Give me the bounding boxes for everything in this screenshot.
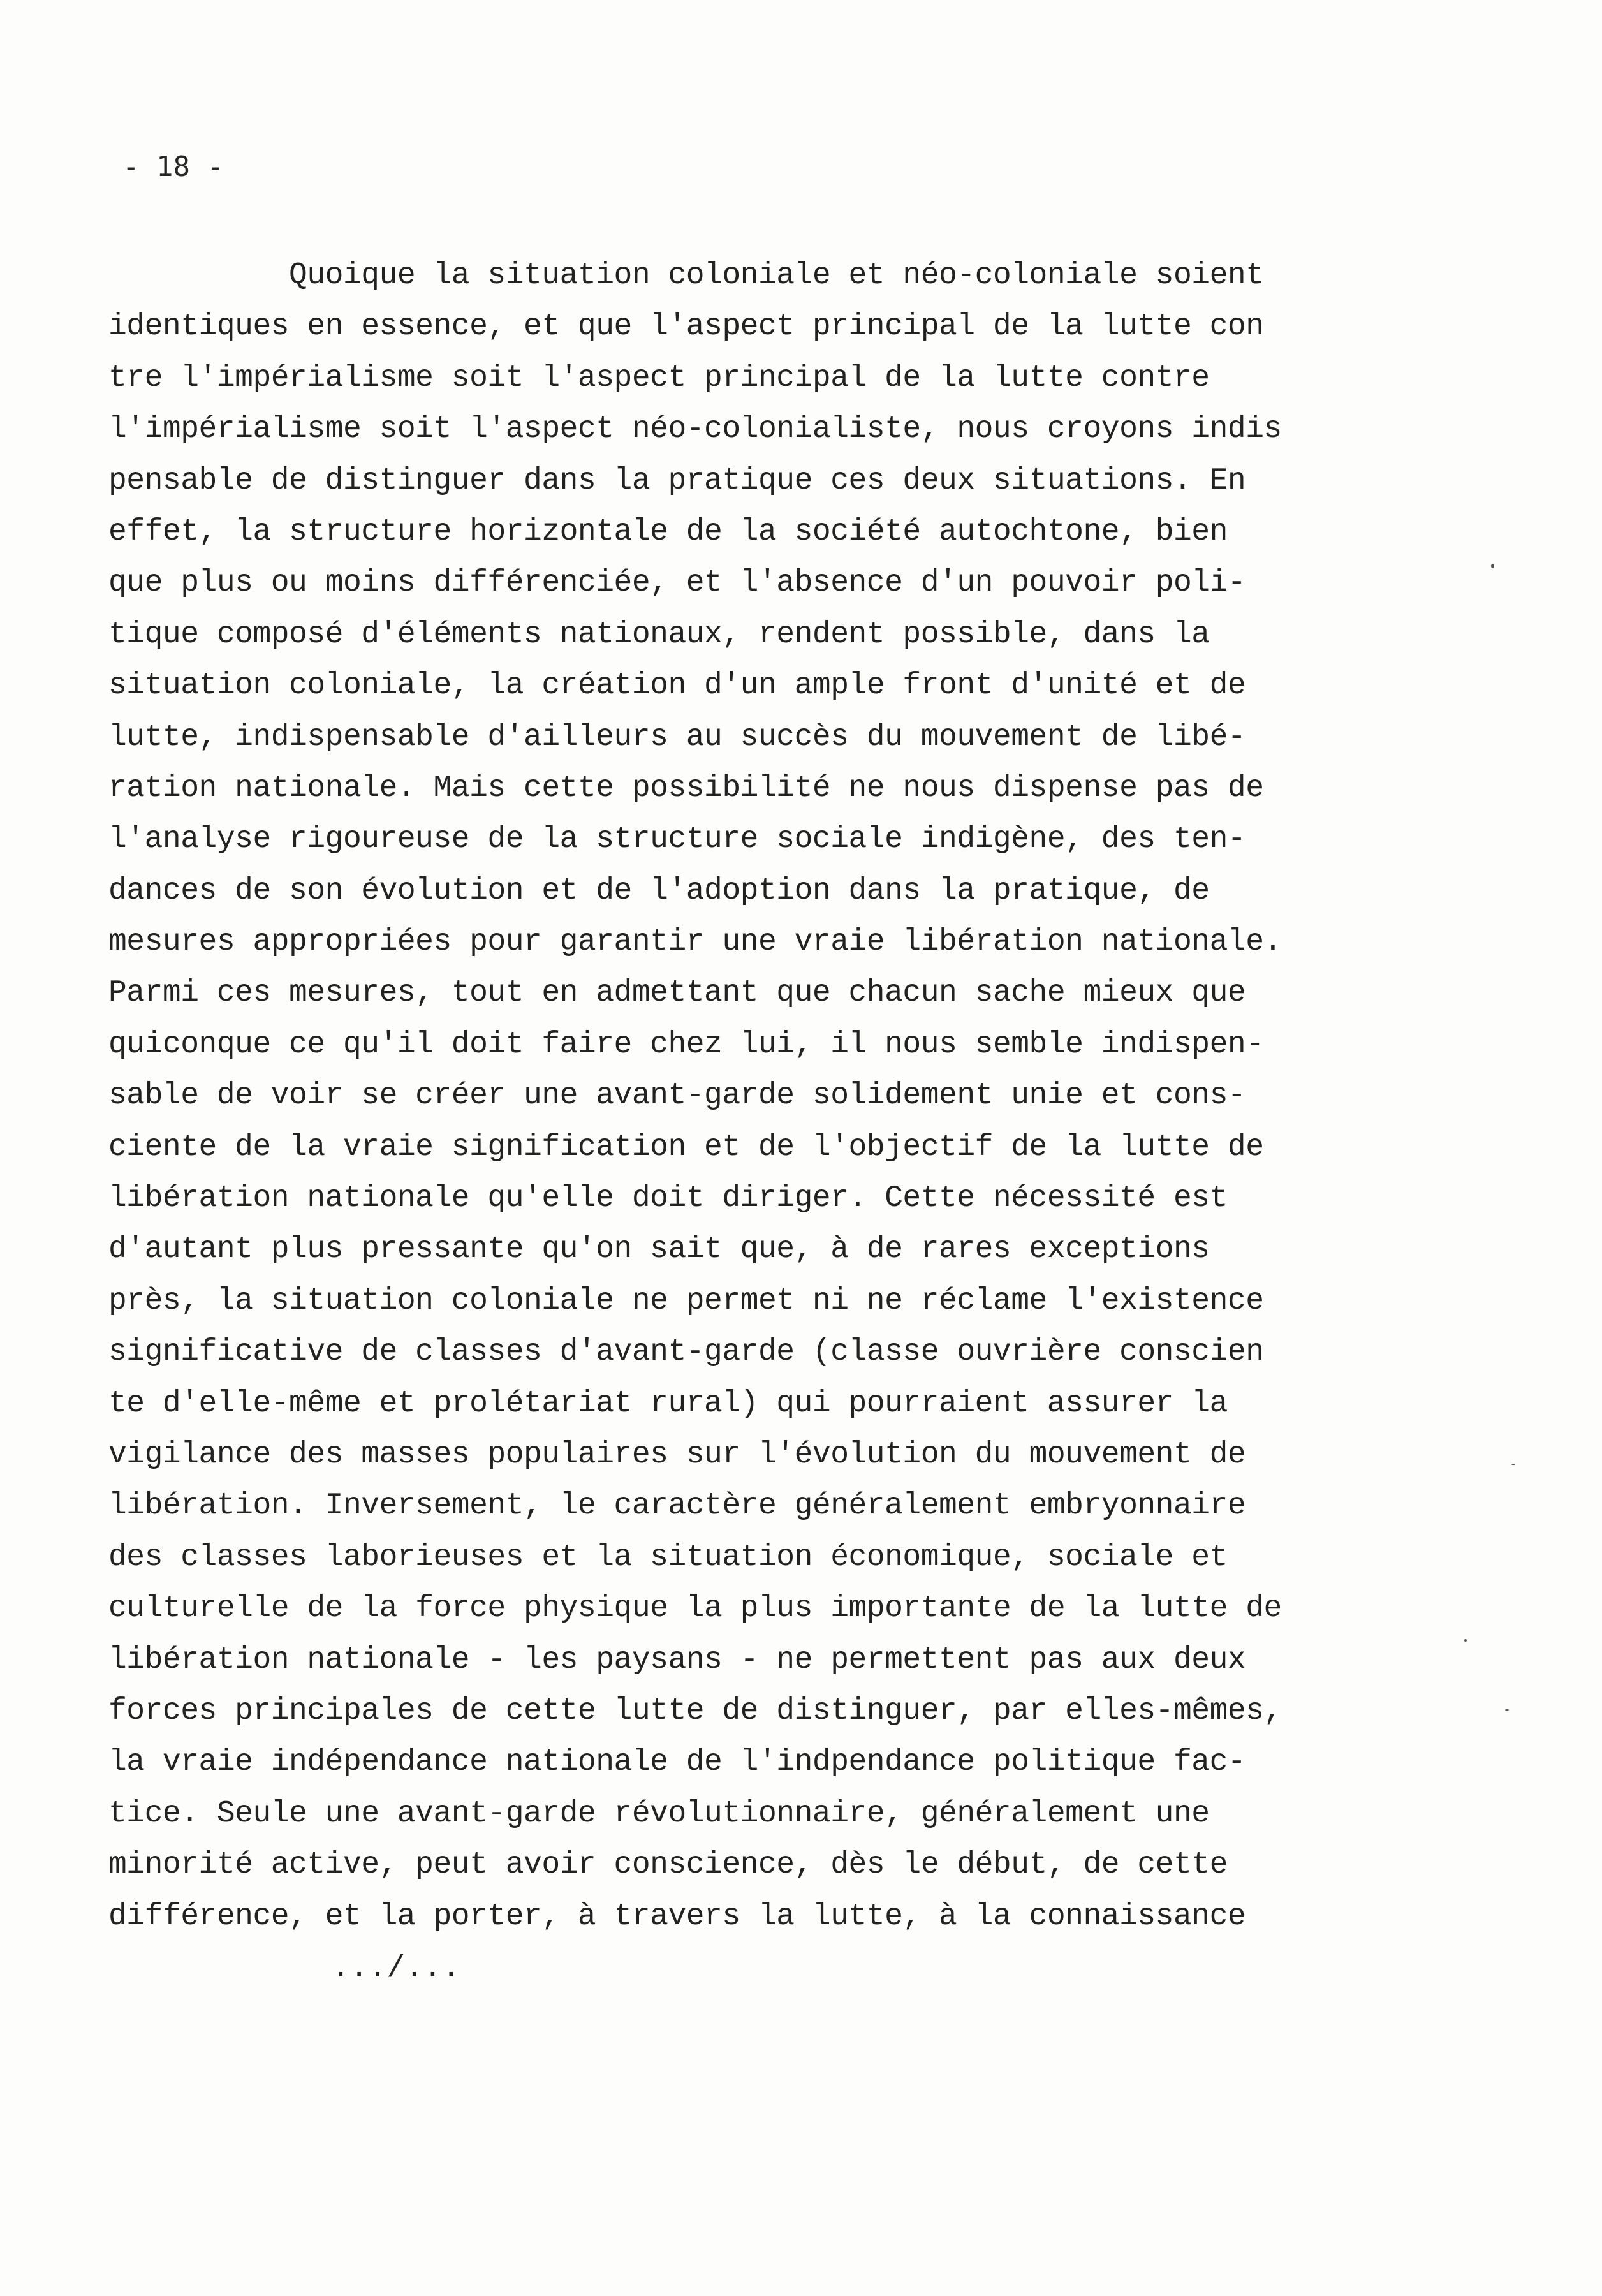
continuation-marker: .../... (332, 1952, 460, 1986)
text-line: dances de son évolution et de l'adoption dans la pratique, de (108, 873, 1210, 908)
text-line: culturelle de la force physique la plus importante de la lutte de (108, 1591, 1282, 1626)
text-line: tice. Seule une avant-garde révolutionnaire, généralement une (108, 1796, 1210, 1831)
text-line: pensable de distinguer dans la pratique ces deux situations. En (108, 463, 1246, 498)
text-line: d'autant plus pressante qu'on sait que, à de rares exceptions (108, 1232, 1210, 1267)
text-line: différence, et la porter, à travers la lutte, à la connaissance (108, 1899, 1246, 1934)
scan-speck (1464, 1639, 1467, 1642)
body-paragraph (108, 250, 1384, 1942)
text-line: l'impérialisme soit l'aspect néo-colonialiste, nous croyons indis (108, 412, 1282, 447)
text-line: tique composé d'éléments nationaux, rendent possible, dans la (108, 617, 1210, 652)
text-line: sable de voir se créer une avant-garde solidement unie et cons- (108, 1078, 1246, 1114)
text-line: ration nationale. Mais cette possibilité ne nous dispense pas de (108, 770, 1264, 806)
scan-speck (1491, 564, 1494, 568)
text-line: des classes laborieuses et la situation économique, sociale et (108, 1540, 1228, 1575)
text-line: vigilance des masses populaires sur l'évolution du mouvement de (108, 1437, 1246, 1472)
text-line: Parmi ces mesures, tout en admettant que chacun sache mieux que (108, 976, 1246, 1011)
text-line: minorité active, peut avoir conscience, dès le début, de cette (108, 1848, 1228, 1883)
text-line: te d'elle-même et prolétariat rural) qui pourraient assurer la (108, 1386, 1228, 1421)
text-line: mesures appropriées pour garantir une vraie libération nationale. (108, 925, 1282, 960)
text-line: libération nationale qu'elle doit diriger. Cette nécessité est (108, 1181, 1228, 1216)
scan-speck (1511, 1464, 1515, 1465)
text-line: ciente de la vraie signification et de l'objectif de la lutte de (108, 1130, 1264, 1165)
text-line: tre l'impérialisme soit l'aspect principal de la lutte contre (108, 360, 1210, 395)
page-number: - 18 - (122, 151, 224, 183)
text-line: lutte, indispensable d'ailleurs au succès du mouvement de libé- (108, 719, 1246, 754)
text-line: significative de classes d'avant-garde (classe ouvrière conscien (108, 1335, 1264, 1370)
text-line: l'analyse rigoureuse de la structure sociale indigène, des ten- (108, 822, 1246, 857)
text-line: effet, la structure horizontale de la société autochtone, bien (108, 514, 1228, 549)
text-line: identiques en essence, et que l'aspect principal de la lutte con (108, 309, 1264, 344)
text-line: forces principales de cette lutte de distinguer, par elles-mêmes, (108, 1693, 1282, 1728)
text-line: quiconque ce qu'il doit faire chez lui, il nous semble indispen- (108, 1027, 1264, 1062)
text-line: près, la situation coloniale ne permet ni ne réclame l'existence (108, 1283, 1264, 1318)
text-line: la vraie indépendance nationale de l'indpendance politique fac- (108, 1745, 1246, 1780)
scan-speck (1505, 1709, 1509, 1711)
text-line: libération. Inversement, le caractère généralement embryonnaire (108, 1489, 1246, 1524)
text-line: que plus ou moins différenciée, et l'absence d'un pouvoir poli- (108, 566, 1246, 601)
text-line: Quoique la situation coloniale et néo-coloniale soient (108, 258, 1264, 293)
text-line: libération nationale - les paysans - ne permettent pas aux deux (108, 1642, 1246, 1677)
text-line: situation coloniale, la création d'un ample front d'unité et de (108, 668, 1246, 703)
